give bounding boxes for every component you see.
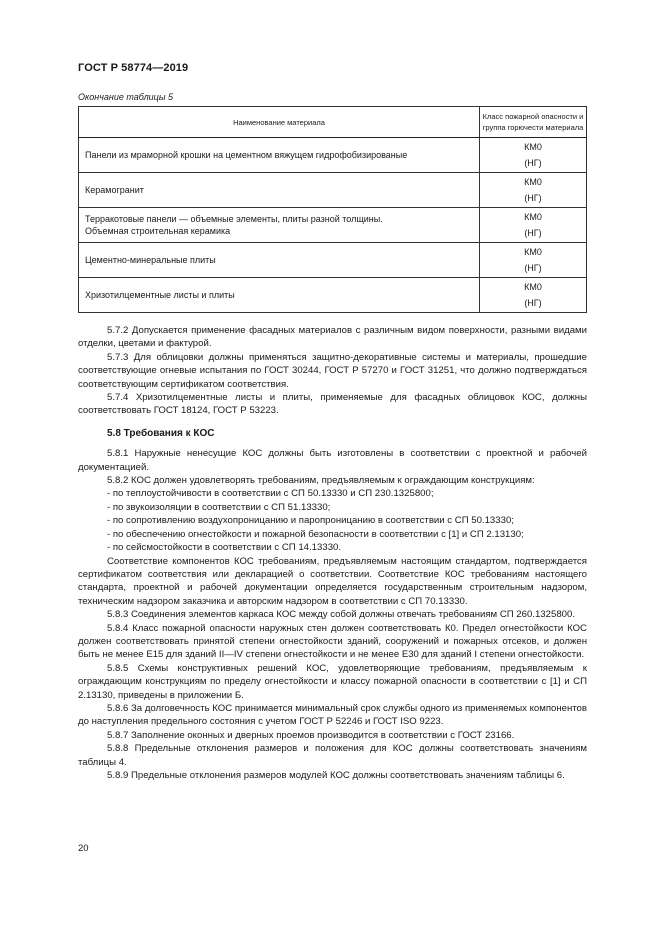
requirements-list xyxy=(78,487,587,554)
material-name xyxy=(79,208,480,243)
flammability-group: (НГ) xyxy=(524,228,542,238)
table-row xyxy=(79,278,587,313)
paragraph-5-8-4: 5.8.4 Класс пожарной опасности наружных стен должен соответствовать К0. Предел огнестойкости КОС должен соответствовать принятой степени огнестойкости зданий, сооружений и пожарных отсеков, и должен быть не менее Е15 для зданий II—IV степени огнестойкости и не менее Е30 для зданий I степени огнестойкости. xyxy=(78,622,587,661)
column-header-class-line2: группа горючести материала xyxy=(482,123,584,132)
material-name: Керамогранит xyxy=(79,173,480,208)
paragraph-5-8-6: 5.8.6 За долговечность КОС принимается минимальный срок службы одного из применяемых компонентов до наступления предельного состояния с учетом ГОСТ Р 52246 и ГОСТ ISO 9223. xyxy=(78,702,587,728)
table-row xyxy=(79,138,587,173)
flammability-group: (НГ) xyxy=(524,158,542,168)
list-item: - по звукоизоляции в соответствии с СП 51.13330; xyxy=(107,501,331,513)
table-header-row xyxy=(79,107,587,138)
fire-class-cell xyxy=(480,243,587,278)
table-caption: Окончание таблицы 5 xyxy=(78,92,173,102)
paragraph-5-8-3: 5.8.3 Соединения элементов каркаса КОС между собой должны отвечать требованиям СП 260.1325800. xyxy=(107,609,575,621)
material-name: Панели из мраморной крошки на цементном вяжущем гидрофобизированые xyxy=(79,138,480,173)
list-item: - по сопротивлению воздухопроницанию и паропроницанию в соответствии с СП 50.13330; xyxy=(107,515,514,527)
fire-class-cell xyxy=(480,208,587,243)
list-item: - по сейсмостойкости в соответствии с СП 14.13330. xyxy=(107,542,342,554)
paragraph-5-7-4: 5.7.4 Хризотилцементные листы и плиты, применяемые для фасадных облицовок КОС, должны соответствовать ГОСТ 18124, ГОСТ Р 53223. xyxy=(78,392,587,417)
column-header-class xyxy=(480,107,587,138)
section-heading-5-8: 5.8 Требования к КОС xyxy=(107,427,215,439)
paragraph-5-8-8: 5.8.8 Предельные отклонения размеров и положения для КОС должны соответствовать значениям таблицы 4. xyxy=(78,743,587,768)
fire-class: КМ0 xyxy=(524,142,542,152)
fire-class: КМ0 xyxy=(524,282,542,292)
fire-class-cell xyxy=(480,173,587,208)
material-name: Цементно-минеральные плиты xyxy=(79,243,480,278)
flammability-group: (НГ) xyxy=(524,193,542,203)
table-row xyxy=(79,208,587,243)
table-row xyxy=(79,243,587,278)
paragraph-5-8-7: 5.8.7 Заполнение оконных и дверных проемов производится в соответствии с ГОСТ 23166. xyxy=(107,729,515,741)
column-header-material: Наименование материала xyxy=(79,107,480,138)
paragraph-5-8-1: 5.8.1 Наружные ненесущие КОС должны быть изготовлены в соответствии с проектной и рабочей документацией. xyxy=(78,448,587,473)
material-name-line: Терракотовые панели — объемные элементы, плиты разной толщины. xyxy=(85,214,383,224)
paragraph-5-7-2: 5.7.2 Допускается применение фасадных материалов с различным видом поверхности, разными видами отделки, цветами и фактурой. xyxy=(78,325,587,350)
fire-class-cell xyxy=(480,138,587,173)
paragraph-5-8-9: 5.8.9 Предельные отклонения размеров модулей КОС должны соответствовать значениям таблицы 6. xyxy=(107,770,565,781)
document-body xyxy=(78,324,587,782)
materials-table xyxy=(78,106,587,313)
fire-class: КМ0 xyxy=(524,212,542,222)
fire-class-cell xyxy=(480,278,587,313)
flammability-group: (НГ) xyxy=(524,263,542,273)
page-number: 20 xyxy=(78,843,89,854)
document-header: ГОСТ Р 58774—2019 xyxy=(78,62,189,74)
table-row xyxy=(79,173,587,208)
paragraph-5-8-5: 5.8.5 Схемы конструктивных решений КОС, удовлетворяющие требованиям, предъявляемым к ограждающим конструкциям по пределу огнестойкости и классу пожарной опасности в соответствии с [1] и СП 2.13130, приведены в приложении Б. xyxy=(78,662,587,701)
material-name-line: Объемная строительная керамика xyxy=(85,226,231,236)
paragraph-5-8-2-conformity: Соответствие компонентов КОС требованиям, предъявляемым настоящим стандартом, подтверждается сертификатом соответствия или декларацией о соответствии. Соответствие КОС требованиям настоящего стандарта, проектной и рабочей документации определяется государственным строительным надзором, техническим надзором заказчика и авторским надзором в соответствии с СП 70.13330. xyxy=(78,555,587,607)
fire-class: КМ0 xyxy=(524,177,542,187)
paragraph-5-8-2: 5.8.2 КОС должен удовлетворять требованиям, предъявляемым к ограждающим конструкциям: xyxy=(107,475,535,487)
flammability-group: (НГ) xyxy=(524,298,542,308)
list-item: - по обеспечению огнестойкости и пожарной безопасности в соответствии с [1] и СП 2.13130; xyxy=(107,528,524,540)
paragraph-5-7-3: 5.7.3 Для облицовки должны применяться защитно-декоративные системы и материалы, прошедшие соответствующие огневые испытания по ГОСТ 30244, ГОСТ Р 57270 и ГОСТ 31251, что должно подтверждаться соответствующим сертификатом соответствия. xyxy=(78,351,587,390)
fire-class: КМ0 xyxy=(524,247,542,257)
list-item: - по теплоустойчивости в соответствии с СП 50.13330 и СП 230.1325800; xyxy=(107,488,434,500)
column-header-class-line1: Класс пожарной опасности и xyxy=(482,112,584,121)
material-name: Хризотилцементные листы и плиты xyxy=(79,278,480,313)
